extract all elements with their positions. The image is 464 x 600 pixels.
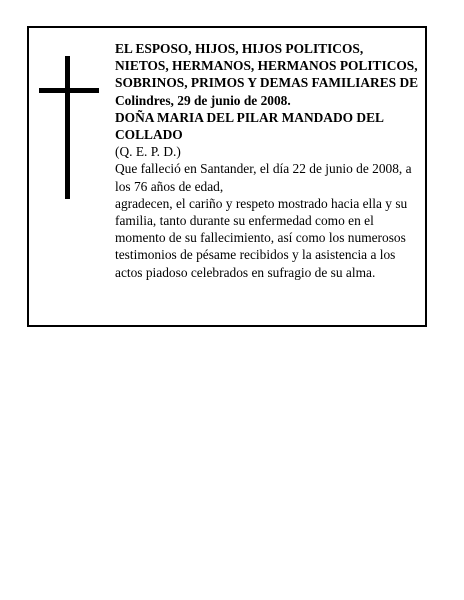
obituary-notice bbox=[27, 26, 427, 327]
thanks-paragraph: agradecen, el cariño y respeto mostrado hacia ella y su familia, tanto durante su enfermedad como en el momento de su fallecimiento, así como los numerosos testimonios de pésame recibidos y la asistencia a los actos piadoso celebrados en sufragio de su alma. bbox=[115, 195, 408, 280]
cross-icon bbox=[39, 56, 99, 199]
notice-text bbox=[115, 40, 420, 281]
notice-heading: EL ESPOSO, HIJOS, HIJOS POLITICOS, NIETOS, HERMANOS, HERMANOS POLITICOS, SOBRINOS, PRIMOS Y DEMAS FAMILIARES DE Colindres, 29 de junio de 2008. bbox=[115, 41, 419, 108]
qepd-line: (Q. E. P. D.) bbox=[115, 144, 181, 160]
cross-horizontal-bar bbox=[39, 88, 99, 93]
deceased-name: DOÑA MARIA DEL PILAR MANDADO DEL COLLADO bbox=[115, 109, 384, 143]
death-info: Que falleció en Santander, el día 22 de junio de 2008, a los 76 años de edad, bbox=[115, 161, 412, 194]
cross-vertical-bar bbox=[65, 56, 70, 199]
